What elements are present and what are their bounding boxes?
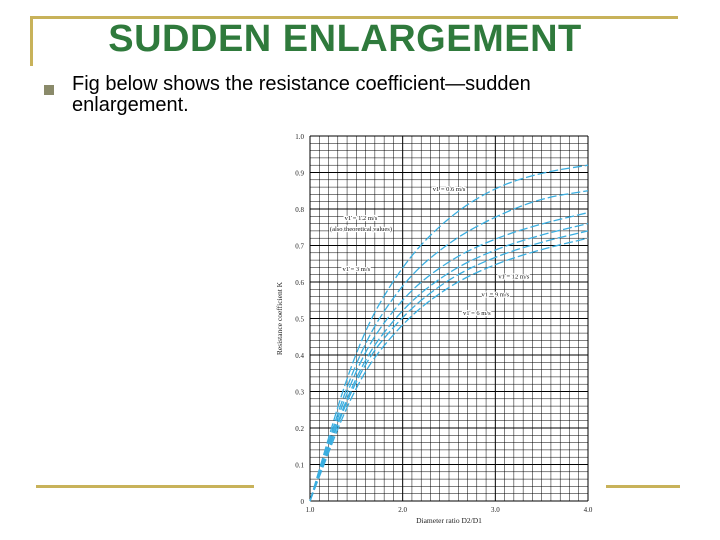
y-tick-label: 0.2 [295, 425, 304, 433]
x-tick-label: 2.0 [398, 506, 408, 514]
x-tick-label: 4.0 [583, 506, 593, 514]
annotation-label: v1 = 12 m/s [498, 273, 530, 281]
frame-bottom-left-rule [36, 485, 254, 488]
resistance-chart [266, 126, 606, 526]
annotation-label: v1 = 1.2 m/s [344, 214, 378, 222]
x-axis-label: Diameter ratio D2/D1 [416, 516, 482, 525]
bullet-text: Fig below shows the resistance coefficient—sudden enlargement. [72, 73, 531, 116]
annotation-label: v1 = 9 m/s [481, 291, 510, 299]
x-tick-label: 1.0 [305, 506, 315, 514]
annotation-label: v1 = 3 m/s [342, 266, 371, 274]
y-tick-label: 0.7 [295, 242, 304, 251]
y-axis-label: Resistance coefficient K [275, 281, 284, 356]
y-tick-label: 1.0 [295, 133, 304, 141]
y-tick-label: 0.1 [295, 461, 304, 470]
y-tick-label: 0.9 [295, 169, 304, 178]
y-tick-label: 0.3 [295, 388, 304, 397]
x-tick-label: 3.0 [490, 506, 500, 514]
frame-bottom-right-rule [606, 485, 680, 488]
annotation-label: (also theoretical values) [329, 225, 393, 233]
y-tick-label: 0 [300, 498, 304, 506]
annotation-label: v1 = 6 m/s [462, 309, 491, 317]
y-tick-label: 0.5 [295, 315, 304, 324]
slide-title: SUDDEN ENLARGEMENT [108, 18, 582, 60]
y-tick-label: 0.8 [295, 206, 304, 214]
y-tick-label: 0.6 [295, 279, 304, 287]
y-tick-label: 0.4 [295, 352, 304, 360]
annotation-label: v1 = 0.6 m/s [432, 185, 466, 193]
bullet-square-icon [44, 85, 54, 95]
